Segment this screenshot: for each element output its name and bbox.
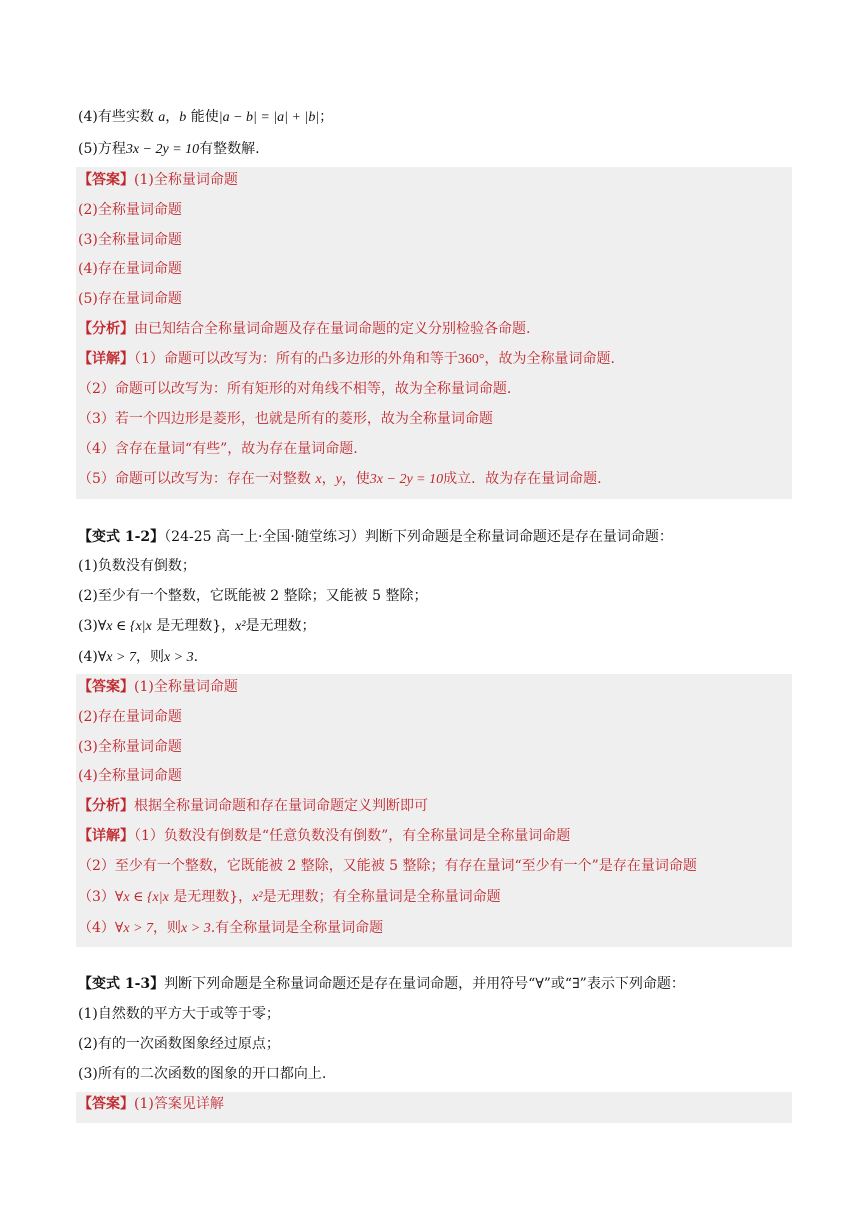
- variable-y: y: [335, 472, 342, 487]
- answer-line-1c: [78, 1089, 224, 1119]
- question-3: [78, 611, 316, 641]
- question-text: (3)所有的二次函数的图象的开口都向上.: [78, 1066, 327, 1082]
- variable-b: b: [179, 110, 187, 125]
- question-text: ；: [319, 109, 334, 125]
- answer-line-1: [78, 165, 238, 195]
- question-text: (3): [78, 618, 98, 634]
- detail-text: （2）命题可以改写为：所有矩形的对角线不相等，故为全称量词命题.: [78, 381, 512, 397]
- answer-line-3b: [78, 732, 182, 762]
- question-text: 能使: [186, 109, 219, 125]
- variant-text: 判断下列命题是全称量词命题还是存在量词命题，并用符号“∀”或“∃”表示下列命题：: [164, 976, 685, 992]
- question-text: 是无理数}，: [151, 618, 236, 634]
- math-expression: 360°: [457, 352, 485, 367]
- math-expression: ∀x > 7: [114, 921, 154, 936]
- analysis-text: 由已知结合全称量词命题及存在量词命题的定义分别检验各命题.: [134, 321, 531, 337]
- math-expression: x > 3: [181, 921, 211, 936]
- detail-line-3b: [78, 882, 501, 912]
- math-expression: ∀x ∈ {x|x: [114, 890, 169, 905]
- answer-item: (2)存在量词命题: [78, 709, 182, 725]
- detail-text: （5）命题可以改写为：存在一对整数: [78, 471, 316, 487]
- answer-item: (4)存在量词命题: [78, 261, 182, 277]
- detail-text: ，使: [341, 471, 370, 487]
- answer-label: 【答案】: [78, 679, 134, 695]
- math-expression: x²: [235, 619, 246, 634]
- variable-a: a: [158, 110, 166, 125]
- question-text: 是无理数；: [245, 618, 316, 634]
- answer-item: (1)全称量词命题: [134, 679, 238, 695]
- question-text: (4)有些实数: [78, 109, 159, 125]
- detail-text: 是无理数}，: [168, 889, 253, 905]
- answer-line-2b: [78, 702, 182, 732]
- answer-line-4b: [78, 761, 182, 791]
- question-5: [78, 134, 260, 164]
- detail-text: （4）含存在量词“有些”，故为存在量词命题.: [78, 441, 358, 457]
- detail-text: ，: [321, 471, 336, 487]
- detail-line-4b: [78, 913, 383, 943]
- question-text: (4): [78, 649, 98, 665]
- detail-label: 【详解】: [78, 828, 134, 844]
- variant-heading-1-3: [78, 969, 685, 999]
- detail-line-2b: [78, 851, 697, 881]
- detail-text: （3）若一个四边形是菱形，也就是所有的菱形，故为全称量词命题: [78, 411, 493, 427]
- analysis-text: 根据全称量词命题和存在量词命题定义判断即可: [134, 798, 428, 814]
- answer-item: (5)存在量词命题: [78, 291, 182, 307]
- detail-text: （2）至少有一个整数，它既能被 2 整除，又能被 5 整除；有存在量词“至少有一个”是存在量词命题: [78, 858, 697, 874]
- question-text: 有整数解.: [199, 141, 260, 157]
- question-3c: [78, 1059, 326, 1089]
- detail-label: 【详解】: [78, 351, 134, 367]
- detail-text: .有全称量词是全称量词命题: [210, 920, 384, 936]
- question-1c: [78, 999, 280, 1029]
- question-text: (1)自然数的平方大于或等于零；: [78, 1006, 280, 1022]
- question-4b: [78, 642, 198, 672]
- detail-line-2: [78, 374, 511, 404]
- question-1: [78, 551, 196, 581]
- math-expression: x²: [252, 890, 263, 905]
- math-expression: x > 3: [163, 650, 194, 665]
- question-2: [78, 581, 427, 611]
- detail-text: （4）: [78, 920, 115, 936]
- detail-line-4: [78, 434, 358, 464]
- analysis-line-b: [78, 791, 428, 821]
- detail-text: ，则: [153, 920, 182, 936]
- detail-text: 是无理数；有全称量词是全称量词命题: [262, 889, 501, 905]
- math-expression: ∀x ∈ {x|x: [97, 619, 152, 634]
- detail-text: 成立．故为存在量词命题.: [443, 471, 602, 487]
- variable-x: x: [315, 472, 322, 487]
- variant-label: 【变式 1-3】: [78, 976, 165, 992]
- analysis-label: 【分析】: [78, 798, 134, 814]
- detail-text: ，故为全称量词命题.: [484, 351, 615, 367]
- question-text: (2)至少有一个整数，它既能被 2 整除；又能被 5 整除；: [78, 588, 428, 604]
- question-text: ，: [165, 109, 180, 125]
- variant-heading-1-2: [78, 522, 673, 552]
- answer-item: (3)全称量词命题: [78, 739, 182, 755]
- answer-label: 【答案】: [78, 1096, 134, 1112]
- detail-text: （1）命题可以改写为：所有的凸多边形的外角和等于: [134, 351, 458, 367]
- answer-label: 【答案】: [78, 172, 134, 188]
- answer-line-5: [78, 284, 182, 314]
- math-expression: 3x − 2y = 10: [369, 472, 444, 487]
- detail-line-1: [78, 344, 615, 374]
- answer-line-2: [78, 195, 182, 225]
- detail-text: （3）: [78, 889, 115, 905]
- detail-line-1b: [78, 821, 570, 851]
- question-text: ，则: [135, 649, 164, 665]
- question-2c: [78, 1029, 280, 1059]
- variant-label: 【变式 1-2】: [78, 529, 165, 545]
- analysis-line: [78, 314, 530, 344]
- answer-line-4: [78, 254, 182, 284]
- variant-text: （24-25 高一上·全国·随堂练习）判断下列命题是全称量词命题还是存在量词命题：: [164, 529, 673, 545]
- question-4: [78, 102, 333, 132]
- answer-line-3: [78, 225, 182, 255]
- answer-line-1b: [78, 672, 238, 702]
- answer-item: (4)全称量词命题: [78, 768, 182, 784]
- question-text: (2)有的一次函数图象经过原点；: [78, 1036, 280, 1052]
- answer-item: (1)全称量词命题: [134, 172, 238, 188]
- answer-item: (3)全称量词命题: [78, 232, 182, 248]
- analysis-label: 【分析】: [78, 321, 134, 337]
- question-text: (5)方程: [78, 141, 126, 157]
- question-text: .: [193, 649, 199, 665]
- detail-line-5: [78, 464, 602, 494]
- detail-line-3: [78, 404, 493, 434]
- answer-item: (2)全称量词命题: [78, 202, 182, 218]
- question-text: (1)负数没有倒数；: [78, 558, 196, 574]
- answer-item: (1)答案见详解: [134, 1096, 224, 1112]
- math-expression: |a − b| = |a| + |b|: [218, 110, 320, 125]
- math-expression: 3x − 2y = 10: [125, 142, 200, 157]
- math-expression: ∀x > 7: [97, 650, 136, 665]
- detail-text: （1）负数没有倒数是“任意负数没有倒数”，有全称量词是全称量词命题: [134, 828, 571, 844]
